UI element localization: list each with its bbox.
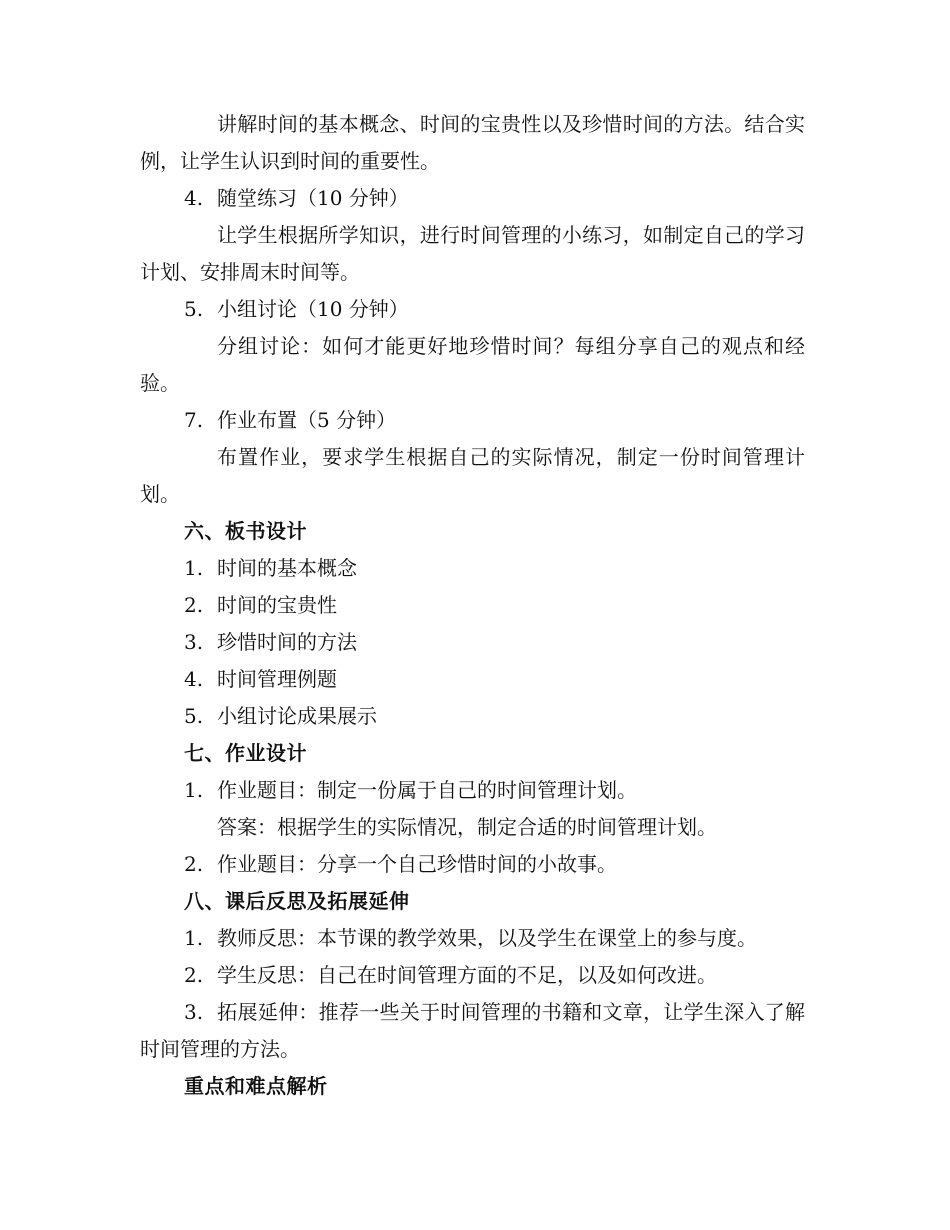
list-item (140, 957, 805, 994)
list-number: 4. (184, 667, 204, 691)
step-description: 分组讨论：如何才能更好地珍惜时间？每组分享自己的观点和经验。 (140, 334, 805, 395)
list-item-text: 时间的基本概念 (217, 556, 357, 580)
list-item (140, 846, 805, 883)
list-item (140, 624, 805, 661)
section-heading-key-points: 重点和难点解析 (184, 1074, 328, 1098)
step-title (140, 402, 805, 439)
list-item-text: 作业题目：分享一个自己珍惜时间的小故事。 (217, 852, 617, 876)
list-number: 5. (184, 704, 204, 728)
list-item-text: 学生反思：自己在时间管理方面的不足，以及如何改进。 (217, 963, 717, 987)
section-heading-homework-design: 七、作业设计 (184, 741, 307, 765)
list-item (140, 550, 805, 587)
step-number: 7. (184, 408, 204, 432)
step-title-text: 随堂练习（10 分钟） (217, 186, 409, 210)
list-number: 3. (184, 1000, 204, 1024)
list-item-text: 作业题目：制定一份属于自己的时间管理计划。 (217, 778, 637, 802)
list-item-text: 珍惜时间的方法 (217, 630, 357, 654)
document-body (140, 106, 805, 1105)
step-title (140, 291, 805, 328)
list-item (140, 772, 805, 809)
list-number: 2. (184, 593, 204, 617)
list-number: 2. (184, 963, 204, 987)
section-heading-reflection: 八、课后反思及拓展延伸 (184, 889, 410, 913)
list-item-text: 时间的宝贵性 (217, 593, 337, 617)
list-item-text: 小组讨论成果展示 (217, 704, 377, 728)
step-number: 4. (184, 186, 204, 210)
step-title-text: 小组讨论（10 分钟） (217, 297, 409, 321)
list-item (140, 661, 805, 698)
list-number: 1. (184, 778, 204, 802)
list-item-text: 拓展延伸：推荐一些关于时间管理的书籍和文章，让学生深入了解时间管理的方法。 (140, 1000, 805, 1061)
list-item-text: 时间管理例题 (217, 667, 337, 691)
list-item (140, 920, 805, 957)
list-number: 2. (184, 852, 204, 876)
list-number: 3. (184, 630, 204, 654)
list-item (140, 587, 805, 624)
step-title-text: 作业布置（5 分钟） (217, 408, 397, 432)
step-description: 布置作业，要求学生根据自己的实际情况，制定一份时间管理计划。 (140, 445, 805, 506)
list-number: 1. (184, 926, 204, 950)
list-number: 1. (184, 556, 204, 580)
step-title (140, 180, 805, 217)
step-number: 5. (184, 297, 204, 321)
section-heading-board-design: 六、板书设计 (184, 519, 307, 543)
step-description: 让学生根据所学知识，进行时间管理的小练习，如制定自己的学习计划、安排周末时间等。 (140, 223, 805, 284)
list-item (140, 698, 805, 735)
list-item-text: 教师反思：本节课的教学效果，以及学生在课堂上的参与度。 (217, 926, 757, 950)
list-item-wrapping (140, 994, 805, 1068)
intro-paragraph: 讲解时间的基本概念、时间的宝贵性以及珍惜时间的方法。结合实例，让学生认识到时间的重要性。 (140, 112, 805, 173)
homework-answer: 答案：根据学生的实际情况，制定合适的时间管理计划。 (217, 815, 717, 839)
